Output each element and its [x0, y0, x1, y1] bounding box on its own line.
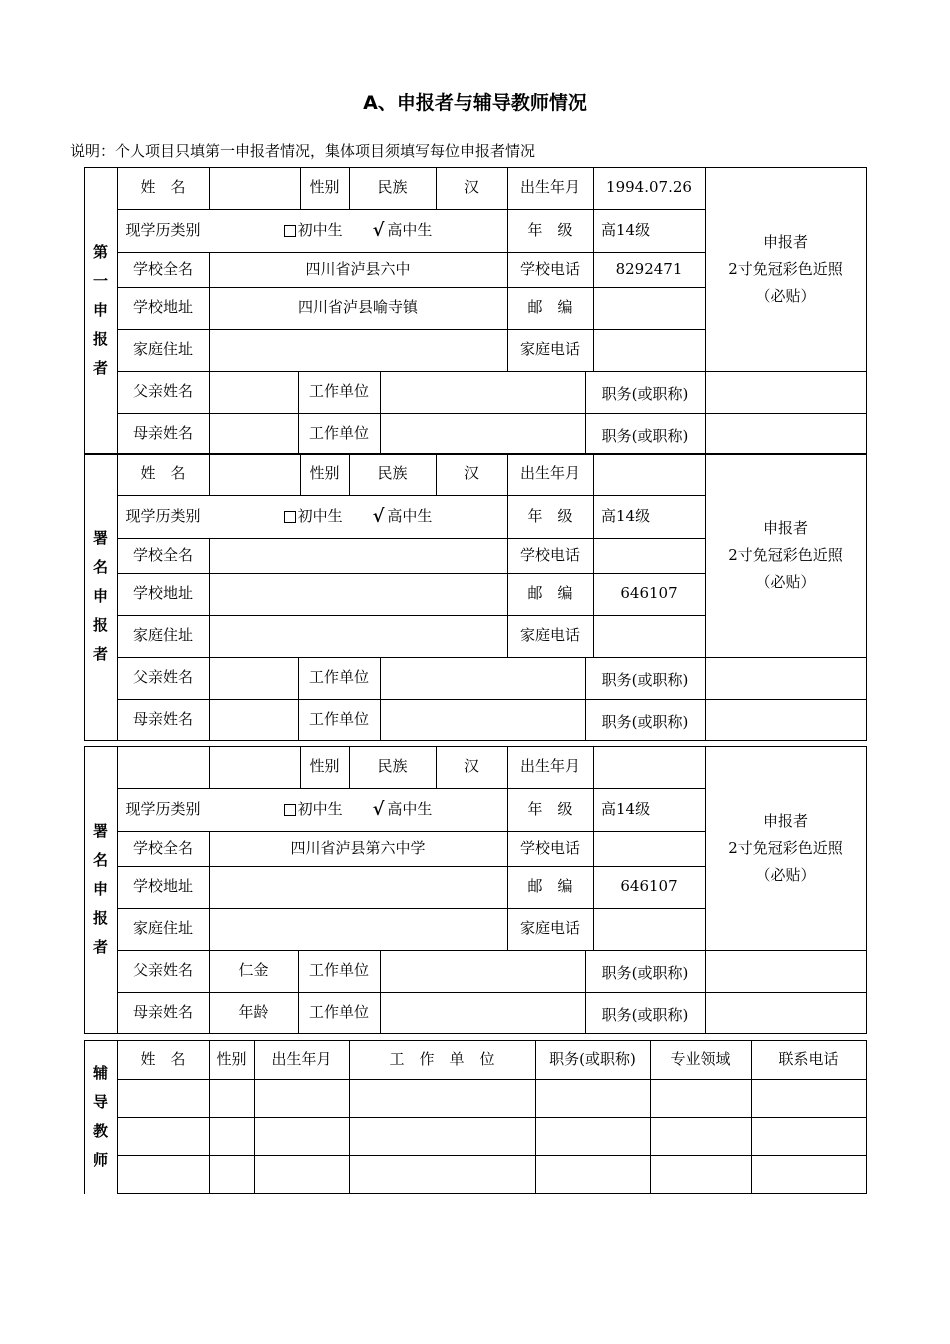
table-rule [117, 1155, 867, 1156]
ethnicity-value: 汉 [463, 178, 479, 197]
father-name-value [209, 657, 298, 699]
section-label-char: 报 [92, 616, 108, 634]
table-rule [84, 1033, 867, 1034]
table-rule [84, 740, 867, 741]
name-label: 姓 名 [140, 178, 186, 197]
senior-option-label: 高中生 [387, 220, 433, 239]
work-unit-label: 工作单位 [308, 961, 369, 980]
father-name-label: 父亲姓名 [132, 382, 193, 401]
table-rule [117, 1117, 867, 1118]
position-label: 职务(或职称) [601, 671, 689, 690]
postcode-value: 646107 [620, 584, 678, 603]
grade-value: 高14级 [601, 220, 651, 239]
teacher-header-cell: 工 作 单 位 [389, 1049, 495, 1068]
table-rule [866, 167, 867, 455]
checkbox-icon [284, 511, 296, 523]
ethnicity-value: 汉 [463, 757, 479, 776]
junior-option-label: 初中生 [297, 220, 343, 239]
junior-option-label: 初中生 [297, 799, 343, 818]
teacher-header-cell: 联系电话 [778, 1049, 839, 1068]
table-rule [866, 453, 867, 741]
home-address-label: 家庭住址 [132, 626, 193, 645]
section-label-char: 导 [92, 1092, 108, 1111]
section-label-char: 第 [92, 243, 108, 261]
check-mark-icon: √ [372, 505, 385, 527]
mother-name-value [209, 413, 298, 454]
school-address-value: 四川省泸县喻寺镇 [297, 298, 418, 317]
mother-name-value [209, 699, 298, 740]
postcode-label: 邮 编 [527, 298, 573, 317]
section-label-char: 申 [92, 301, 108, 319]
section-label-char: 者 [92, 645, 108, 663]
school-address-value [209, 573, 507, 615]
position-label: 职务(或职称) [601, 1005, 689, 1024]
birth-value: 1994.07.26 [606, 178, 692, 197]
table-rule [117, 1193, 867, 1194]
postcode-value: 646107 [620, 877, 678, 896]
photo-caption: 申报者 [762, 232, 808, 251]
photo-placeholder [705, 453, 866, 657]
photo-caption: 2寸免冠彩色近照 [728, 545, 843, 564]
photo-caption: 2寸免冠彩色近照 [728, 259, 843, 278]
home-phone-label: 家庭电话 [519, 919, 580, 938]
photo-caption: （必贴） [755, 865, 816, 884]
section-label-char: 师 [92, 1150, 108, 1169]
photo-caption: 2寸免冠彩色近照 [728, 838, 843, 857]
section-label-char: 署 [92, 529, 108, 547]
ethnicity-label: 民族 [377, 178, 408, 197]
gender-label: 性别 [309, 178, 340, 197]
edu-type-label: 现学历类别 [125, 506, 201, 525]
mother-name-label: 母亲姓名 [132, 709, 193, 728]
mother-name-label: 母亲姓名 [132, 1002, 193, 1021]
school-address-label: 学校地址 [132, 877, 193, 896]
school-phone-value: 8292471 [615, 259, 683, 278]
postcode-label: 邮 编 [527, 584, 573, 603]
home-address-label: 家庭住址 [132, 919, 193, 938]
edu-type-options [209, 788, 507, 831]
check-mark-icon: √ [372, 219, 385, 241]
postcode-label: 邮 编 [527, 877, 573, 896]
section-label-char: 署 [92, 822, 108, 840]
check-mark-icon: √ [372, 798, 385, 820]
grade-value: 高14级 [601, 799, 651, 818]
father-name-value [209, 371, 298, 413]
work-unit-label: 工作单位 [308, 668, 369, 687]
photo-caption: （必贴） [755, 572, 816, 591]
checkbox-icon [284, 225, 296, 237]
school-address-label: 学校地址 [132, 298, 193, 317]
gender-label: 性别 [309, 464, 340, 483]
page-title: A、申报者与辅导教师情况 [363, 92, 587, 114]
position-label: 职务(或职称) [601, 426, 689, 445]
photo-caption: 申报者 [762, 811, 808, 830]
work-unit-label: 工作单位 [308, 423, 369, 442]
school-phone-label: 学校电话 [519, 545, 580, 564]
ethnicity-value: 汉 [463, 464, 479, 483]
ethnicity-label: 民族 [377, 757, 408, 776]
father-name-label: 父亲姓名 [132, 668, 193, 687]
table-rule [866, 1040, 867, 1194]
home-phone-label: 家庭电话 [519, 626, 580, 645]
school-name-value: 四川省泸县第六中学 [290, 838, 426, 857]
section-label-char: 辅 [92, 1063, 108, 1082]
mother-name-value: 年龄 [238, 1002, 269, 1021]
senior-option-label: 高中生 [387, 506, 433, 525]
table-rule [380, 950, 381, 1034]
section-label-char: 一 [92, 272, 108, 290]
edu-type-label: 现学历类别 [125, 220, 201, 239]
father-name-value: 仁金 [238, 961, 269, 980]
ethnicity-label: 民族 [377, 464, 408, 483]
school-address-label: 学校地址 [132, 584, 193, 603]
section-label-char: 名 [92, 558, 108, 576]
form-note: 说明：个人项目只填第一申报者情况，集体项目须填写每位申报者情况 [70, 142, 536, 160]
section-label-char: 者 [92, 359, 108, 377]
gender-label: 性别 [309, 757, 340, 776]
school-name-value [209, 538, 507, 573]
school-phone-value [593, 538, 705, 573]
section-label [84, 746, 117, 1033]
photo-placeholder [705, 746, 866, 950]
table-rule [866, 746, 867, 1034]
photo-placeholder [705, 167, 866, 371]
teacher-header-cell: 性别 [216, 1049, 247, 1068]
edu-type-options [209, 209, 507, 252]
work-unit-label: 工作单位 [308, 709, 369, 728]
section-label-char: 报 [92, 909, 108, 927]
position-label: 职务(或职称) [601, 964, 689, 983]
section-label-char: 教 [92, 1121, 108, 1140]
home-address-label: 家庭住址 [132, 340, 193, 359]
table-rule [209, 746, 210, 789]
school-phone-label: 学校电话 [519, 259, 580, 278]
photo-caption: 申报者 [762, 518, 808, 537]
school-name-label: 学校全名 [132, 259, 193, 278]
father-name-label: 父亲姓名 [132, 961, 193, 980]
grade-label: 年 级 [527, 506, 573, 525]
section-label-char: 申 [92, 587, 108, 605]
teacher-section-label [84, 1040, 117, 1193]
teacher-header-cell: 出生年月 [271, 1049, 332, 1068]
section-label-char: 报 [92, 330, 108, 348]
checkbox-icon [284, 804, 296, 816]
junior-option-label: 初中生 [297, 506, 343, 525]
work-unit-label: 工作单位 [308, 382, 369, 401]
senior-option-label: 高中生 [387, 799, 433, 818]
school-name-label: 学校全名 [132, 838, 193, 857]
home-phone-label: 家庭电话 [519, 340, 580, 359]
grade-label: 年 级 [527, 220, 573, 239]
section-label [84, 167, 117, 454]
section-label-char: 申 [92, 880, 108, 898]
work-unit-label: 工作单位 [308, 1002, 369, 1021]
postcode-value [593, 287, 705, 329]
teacher-header-cell: 姓 名 [140, 1049, 186, 1068]
birth-value [593, 746, 705, 788]
position-label: 职务(或职称) [601, 385, 689, 404]
position-label: 职务(或职称) [601, 712, 689, 731]
table-rule [380, 657, 381, 741]
teacher-header-cell: 职务(或职称) [549, 1049, 636, 1068]
birth-value [593, 453, 705, 495]
grade-label: 年 级 [527, 799, 573, 818]
table-rule [117, 1079, 867, 1080]
edu-type-label: 现学历类别 [125, 799, 201, 818]
teacher-header-cell: 专业领域 [670, 1049, 731, 1068]
photo-caption: （必贴） [755, 286, 816, 305]
school-name-value: 四川省泸县六中 [305, 259, 411, 278]
section-label [84, 453, 117, 740]
table-rule [209, 453, 210, 496]
edu-type-options [209, 495, 507, 538]
section-label-char: 者 [92, 938, 108, 956]
table-rule [380, 371, 381, 455]
mother-name-label: 母亲姓名 [132, 423, 193, 442]
school-phone-label: 学校电话 [519, 838, 580, 857]
section-label-char: 名 [92, 851, 108, 869]
birth-label: 出生年月 [519, 757, 580, 776]
name-label: 姓 名 [140, 464, 186, 483]
school-phone-value [593, 831, 705, 866]
birth-label: 出生年月 [519, 178, 580, 197]
school-name-label: 学校全名 [132, 545, 193, 564]
school-address-value [209, 866, 507, 908]
table-rule [209, 167, 210, 210]
grade-value: 高14级 [601, 506, 651, 525]
birth-label: 出生年月 [519, 464, 580, 483]
